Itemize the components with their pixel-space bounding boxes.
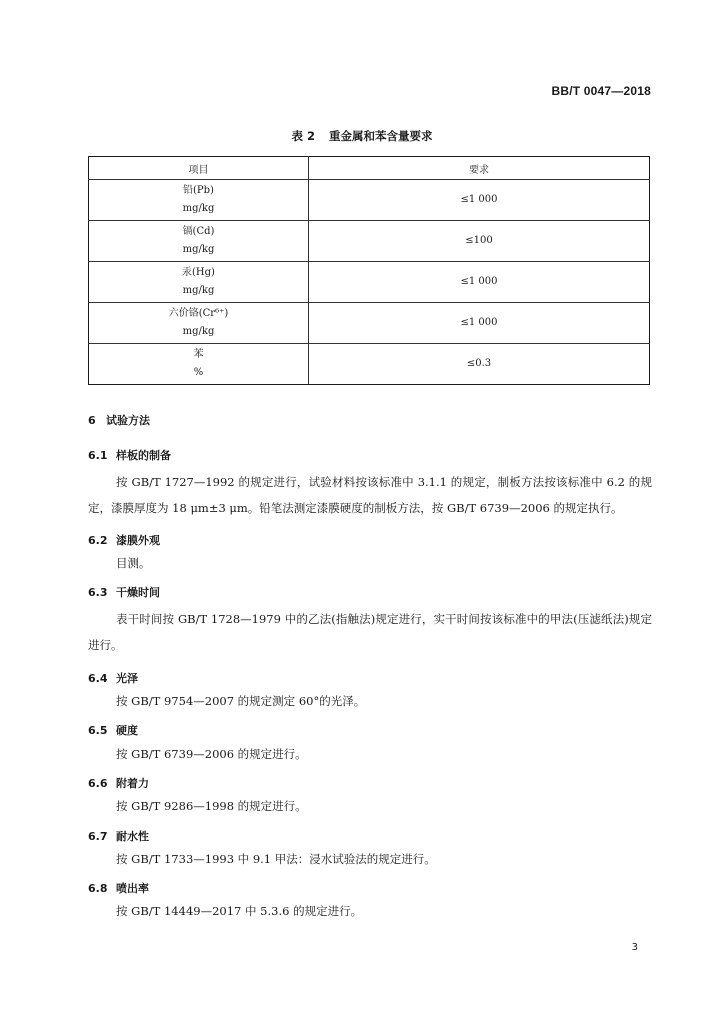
section-title: 附着力 (116, 777, 149, 790)
item-cell (89, 303, 309, 344)
item-name: 镉(Cd) (182, 226, 215, 237)
section-number: 6.6 (88, 777, 108, 790)
column-header-requirement: 要求 (309, 157, 650, 180)
table-row (89, 303, 650, 344)
table-caption-title: 重金属和苯含量要求 (329, 129, 433, 143)
requirement-cell: ≤0.3 (309, 344, 650, 385)
page-number: 3 (631, 942, 638, 953)
section-6-3-text: 表干时间按 GB/T 1728—1979 中的乙法(指触法)规定进行，实干时间按该标准中的甲法(压滤纸法)规定进行。 (88, 612, 652, 652)
item-cell (89, 180, 309, 221)
item-unit: mg/kg (182, 326, 215, 337)
table-header-row (89, 157, 650, 180)
section-heading-6-8 (88, 880, 149, 896)
section-6-4-text: 按 GB/T 9754—2007 的规定测定 60°的光泽。 (116, 694, 366, 708)
table-caption (0, 128, 724, 144)
section-heading-6-1 (88, 447, 171, 463)
section-6-1-text: 按 GB/T 1727—1992 的规定进行，试验材料按该标准中 3.1.1 的规定，制板方法按该标准中 6.2 的规定，漆膜厚度为 18 μm±3 μm。铅笔法测定漆膜硬度的制板方法，按 GB/T 6739—2006 的规定执行。 (88, 475, 652, 515)
section-number: 6.2 (88, 534, 108, 547)
item-cell (89, 344, 309, 385)
requirement-cell: ≤1 000 (309, 262, 650, 303)
section-6-6-text: 按 GB/T 9286—1998 的规定进行。 (116, 799, 307, 813)
item-name: 汞(Hg) (182, 267, 215, 278)
section-title: 试验方法 (106, 414, 150, 427)
heavy-metal-requirements-table (88, 156, 650, 385)
item-name: 六价铬(Cr⁶⁺) (168, 308, 229, 319)
section-6-8-text: 按 GB/T 14449—2017 中 5.3.6 的规定进行。 (116, 904, 363, 918)
item-name: 苯 (193, 349, 204, 360)
section-heading-6-6 (88, 775, 149, 791)
requirement-cell: ≤1 000 (309, 303, 650, 344)
section-heading-6-5 (88, 722, 138, 738)
section-6-5-text: 按 GB/T 6739—2006 的规定进行。 (116, 747, 307, 761)
table-caption-number: 表 2 (291, 129, 315, 143)
section-heading-6-3 (88, 584, 160, 600)
item-cell (89, 262, 309, 303)
section-6-2-text: 目测。 (116, 556, 151, 570)
section-title: 硬度 (116, 724, 138, 737)
table-row (89, 221, 650, 262)
section-title: 干燥时间 (116, 586, 160, 599)
column-header-item: 项目 (89, 157, 309, 180)
item-cell (89, 221, 309, 262)
section-heading-6-2 (88, 532, 160, 548)
item-unit: % (193, 367, 204, 378)
section-number: 6.4 (88, 672, 108, 685)
item-name: 铅(Pb) (183, 185, 214, 196)
item-unit: mg/kg (182, 244, 215, 255)
table-row (89, 180, 650, 221)
table-row (89, 262, 650, 303)
requirement-cell: ≤100 (309, 221, 650, 262)
section-number: 6.3 (88, 586, 108, 599)
section-6-7-text: 按 GB/T 1733—1993 中 9.1 甲法：浸水试验法的规定进行。 (116, 852, 436, 866)
section-heading-6-4 (88, 670, 138, 686)
section-number: 6 (88, 414, 96, 427)
section-number: 6.7 (88, 830, 108, 843)
section-number: 6.1 (88, 449, 108, 462)
section-title: 耐水性 (116, 830, 149, 843)
section-heading-6-7 (88, 828, 149, 844)
section-title: 漆膜外观 (116, 534, 160, 547)
requirement-cell: ≤1 000 (309, 180, 650, 221)
table-row (89, 344, 650, 385)
section-title: 喷出率 (116, 882, 149, 895)
section-number: 6.5 (88, 724, 108, 737)
section-title: 样板的制备 (116, 449, 171, 462)
section-heading-6 (88, 412, 150, 428)
section-number: 6.8 (88, 882, 108, 895)
section-title: 光泽 (116, 672, 138, 685)
document-code: BB/T 0047—2018 (551, 84, 651, 98)
item-unit: mg/kg (182, 203, 215, 214)
item-unit: mg/kg (182, 285, 215, 296)
